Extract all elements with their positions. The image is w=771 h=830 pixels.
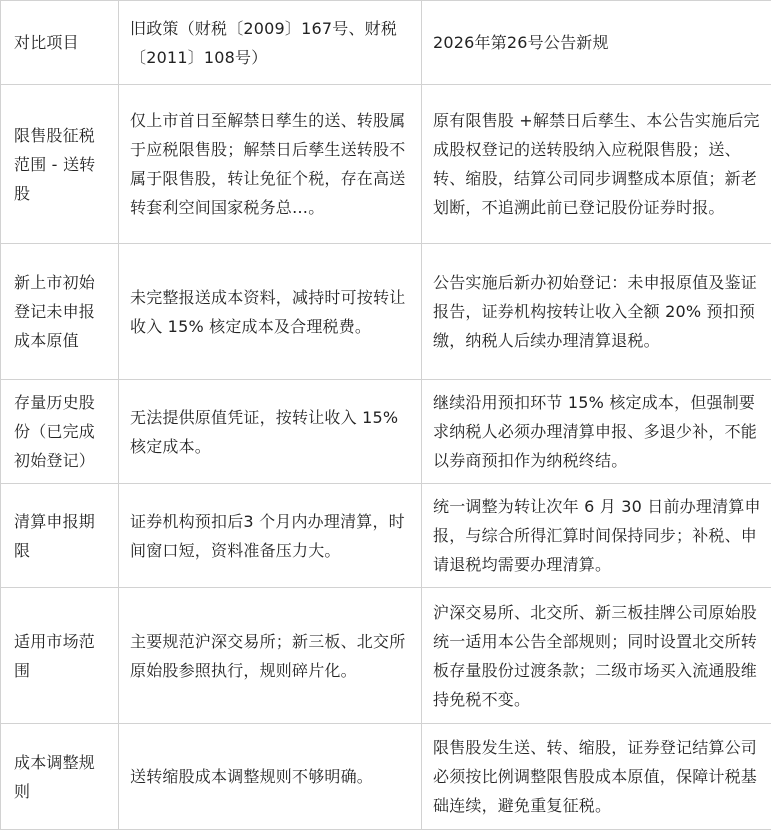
row-new-rule-cell: 统一调整为转让次年 6 月 30 日前办理清算申报，与综合所得汇算时间保持同步；补税、申请退税均需要办理清算。 xyxy=(422,484,771,588)
row-old-policy-cell: 证券机构预扣后3 个月内办理清算，时间窗口短，资料准备压力大。 xyxy=(119,484,422,588)
row-item-cell: 存量历史股份（已完成初始登记） xyxy=(1,380,119,484)
row-new-rule-cell: 沪深交易所、北交所、新三板挂牌公司原始股统一适用本公告全部规则；同时设置北交所转板存量股份过渡条款；二级市场买入流通股维持免税不变。 xyxy=(422,588,771,724)
row-old-policy-cell: 无法提供原值凭证，按转让收入 15% 核定成本。 xyxy=(119,380,422,484)
table-row xyxy=(1,484,771,588)
row-new-rule-cell: 继续沿用预扣环节 15% 核定成本，但强制要求纳税人必须办理清算申报、多退少补，不能以券商预扣作为纳税终结。 xyxy=(422,380,771,484)
row-item-cell: 适用市场范围 xyxy=(1,588,119,724)
table-header-row xyxy=(1,1,771,85)
row-old-policy-cell: 主要规范沪深交易所；新三板、北交所原始股参照执行，规则碎片化。 xyxy=(119,588,422,724)
header-cell-new-rule: 2026年第26号公告新规 xyxy=(422,1,771,85)
row-old-policy-cell: 送转缩股成本调整规则不够明确。 xyxy=(119,724,422,830)
row-item-cell: 成本调整规则 xyxy=(1,724,119,830)
table-row xyxy=(1,380,771,484)
header-cell-item: 对比项目 xyxy=(1,1,119,85)
row-item-cell: 清算申报期限 xyxy=(1,484,119,588)
header-cell-old-policy: 旧政策（财税〔2009〕167号、财税〔2011〕108号） xyxy=(119,1,422,85)
row-old-policy-cell: 仅上市首日至解禁日孳生的送、转股属于应税限售股；解禁日后孳生送转股不属于限售股，转让免征个税，存在高送转套利空间国家税务总…。 xyxy=(119,85,422,244)
row-new-rule-cell: 公告实施后新办初始登记：未申报原值及鉴证报告，证券机构按转让收入全额 20% 预扣预缴，纳税人后续办理清算退税。 xyxy=(422,244,771,380)
row-new-rule-cell: 限售股发生送、转、缩股，证券登记结算公司必须按比例调整限售股成本原值，保障计税基础连续，避免重复征税。 xyxy=(422,724,771,830)
table-row xyxy=(1,85,771,244)
row-item-cell: 限售股征税范围 - 送转股 xyxy=(1,85,119,244)
row-item-cell: 新上市初始登记未申报成本原值 xyxy=(1,244,119,380)
table-row xyxy=(1,588,771,724)
row-new-rule-cell: 原有限售股 +解禁日后孳生、本公告实施后完成股权登记的送转股纳入应税限售股；送、转、缩股，结算公司同步调整成本原值；新老划断，不追溯此前已登记股份证券时报。 xyxy=(422,85,771,244)
row-old-policy-cell: 未完整报送成本资料，减持时可按转让收入 15% 核定成本及合理税费。 xyxy=(119,244,422,380)
table-row xyxy=(1,724,771,830)
table-row xyxy=(1,244,771,380)
